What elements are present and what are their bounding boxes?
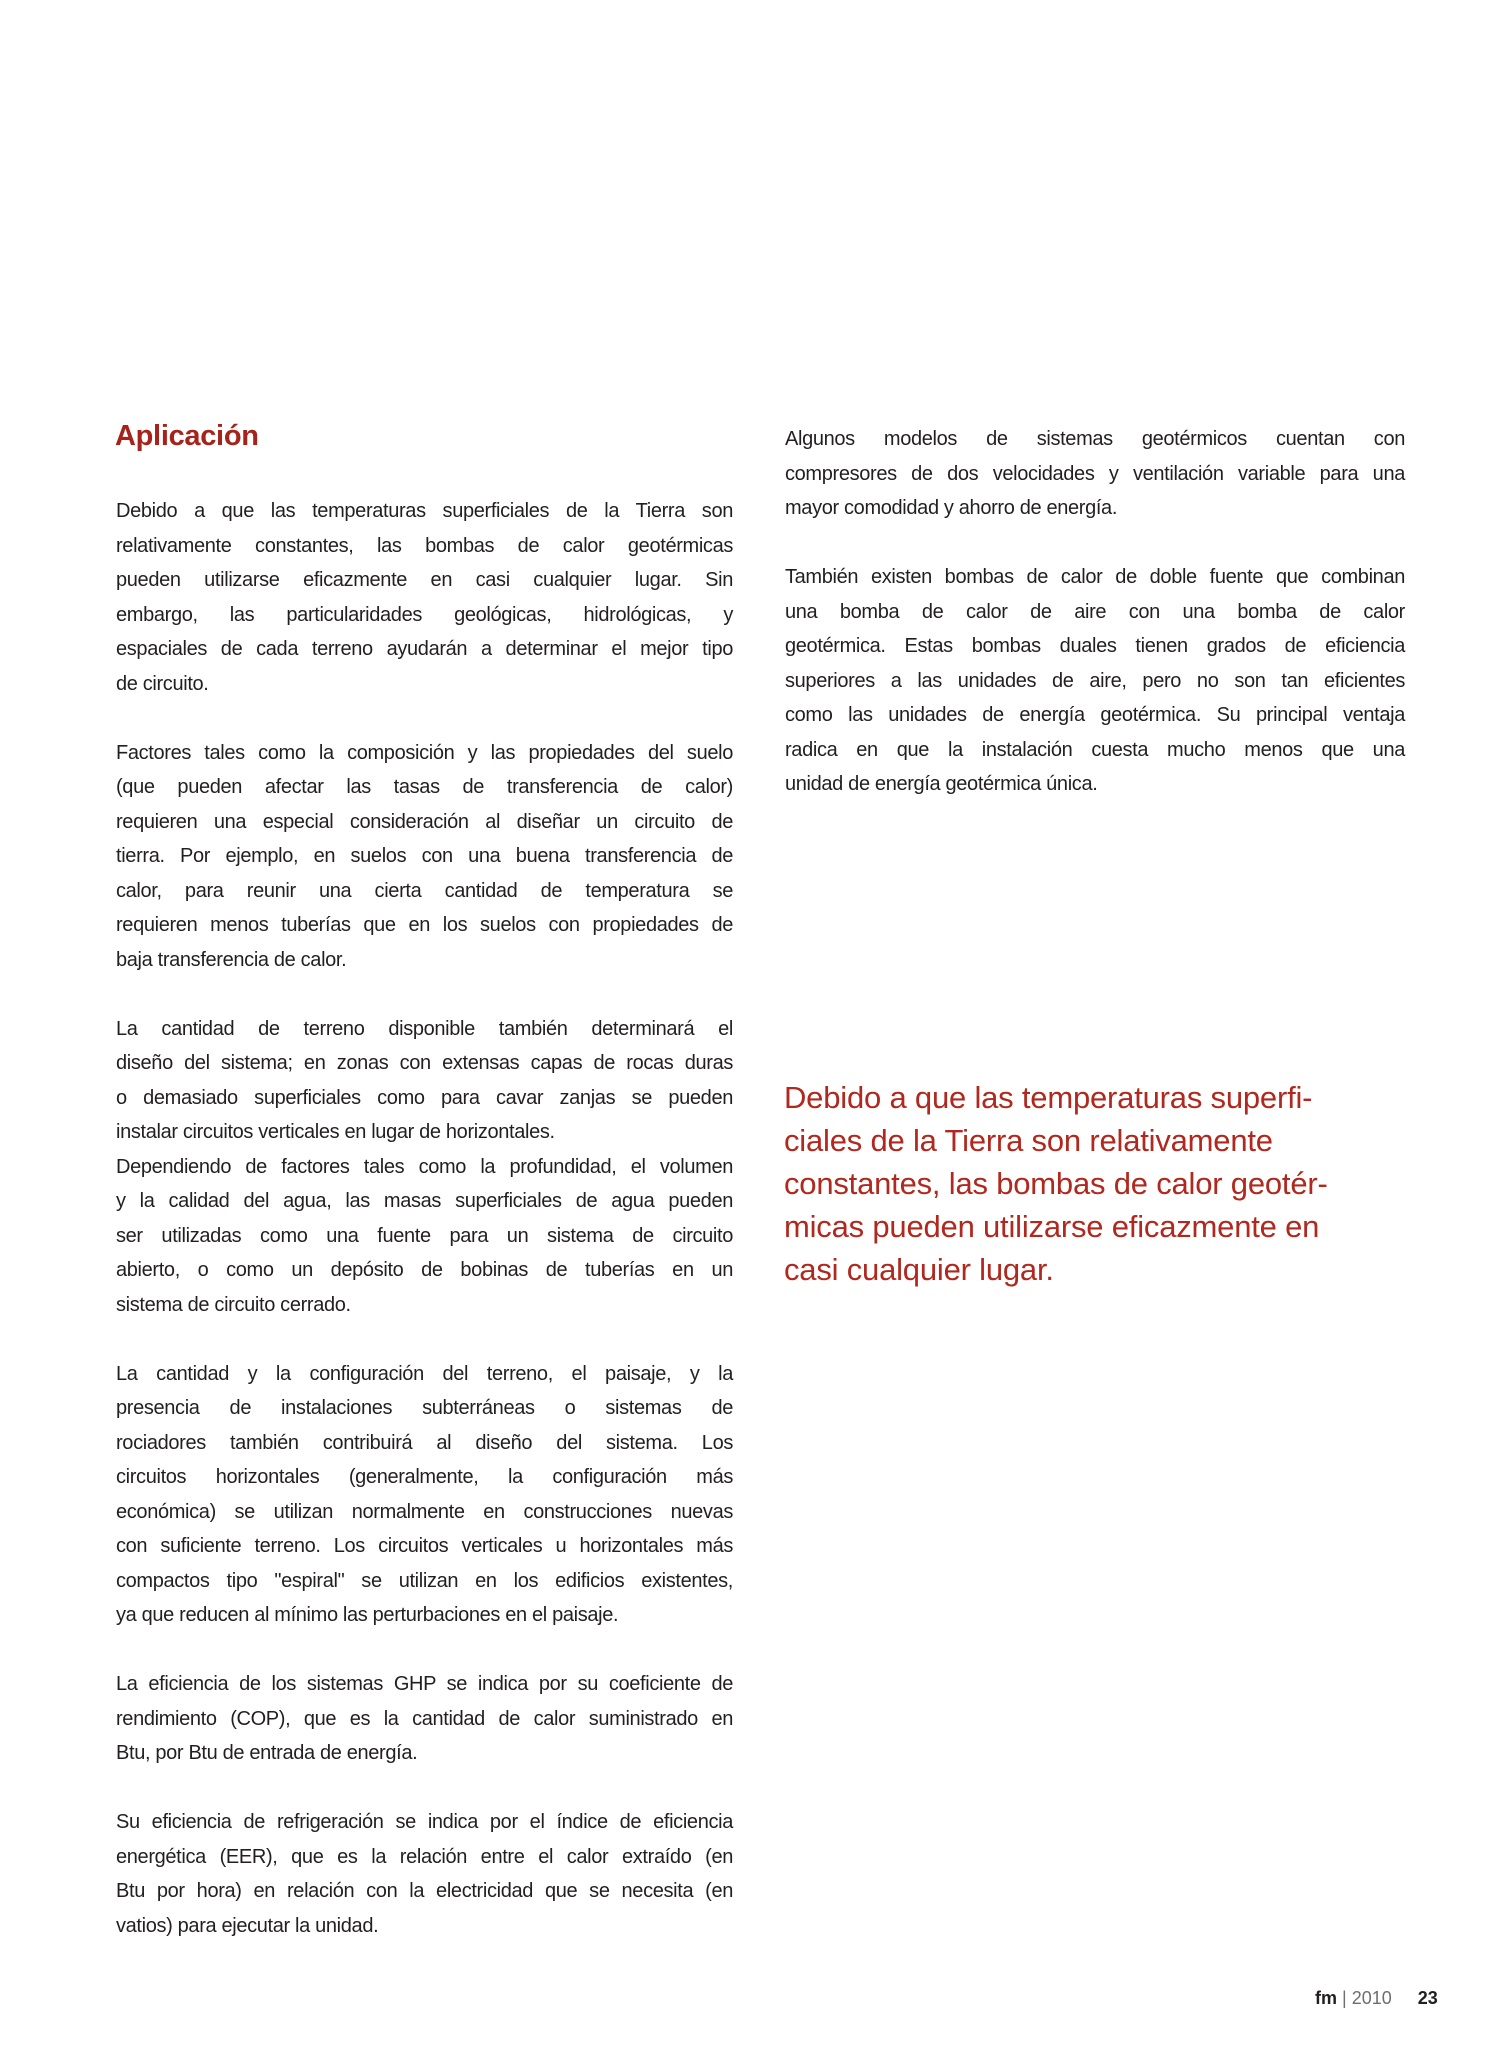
pull-quote-line: ciales de la Tierra son relativamente xyxy=(784,1123,1273,1158)
text-line: mayor comodidad y ahorro de energía. xyxy=(785,497,1118,519)
text-line: pueden utilizarse eficazmente en casi cualquier lugar. Sin xyxy=(116,569,733,591)
text-line: geotérmica. Estas bombas duales tienen grados de eficiencia xyxy=(785,635,1405,657)
text-line: Btu por hora) en relación con la electricidad que se necesita (en xyxy=(116,1880,733,1902)
text-line: rendimiento (COP), que es la cantidad de calor suministrado en xyxy=(116,1707,733,1730)
text-line: embargo, las particularidades geológicas, hidrológicas, y xyxy=(116,603,733,626)
pull-quote-line: micas pueden utilizarse eficazmente en xyxy=(784,1209,1320,1244)
text-line: espaciales de cada terreno ayudarán a determinar el mejor tipo xyxy=(116,638,733,660)
text-line: económica) se utilizan normalmente en construcciones nuevas xyxy=(116,1500,733,1523)
text-line: y la calidad del agua, las masas superficiales de agua pueden xyxy=(116,1190,733,1212)
text-line: sistema de circuito cerrado. xyxy=(116,1293,351,1316)
paragraph-water-bodies xyxy=(116,1150,733,1323)
text-line: Factores tales como la composición y las propiedades del suelo xyxy=(116,741,733,764)
publication-brand: fm xyxy=(1315,1988,1337,2008)
paragraph-eer xyxy=(116,1805,733,1943)
text-line: vatios) para ejecutar la unidad. xyxy=(116,1914,379,1937)
text-line: La cantidad de terreno disponible también determinará el xyxy=(116,1017,733,1040)
paragraph-dual-source xyxy=(785,560,1405,802)
text-line: instalar circuitos verticales en lugar de horizontales. xyxy=(116,1121,555,1143)
paragraph-cop xyxy=(116,1667,733,1771)
text-line: unidad de energía geotérmica única. xyxy=(785,773,1098,795)
text-line: Dependiendo de factores tales como la profundidad, el volumen xyxy=(116,1155,733,1178)
text-line: como las unidades de energía geotérmica. Su principal ventaja xyxy=(785,704,1405,726)
text-line: circuitos horizontales (generalmente, la configuración más xyxy=(116,1466,733,1488)
text-line: abierto, o como un depósito de bobinas de tuberías en un xyxy=(116,1259,733,1281)
text-line: relativamente constantes, las bombas de calor geotérmicas xyxy=(116,534,733,557)
text-line: compactos tipo "espiral" se utilizan en los edificios existentes, xyxy=(116,1569,733,1592)
paragraph-compressors xyxy=(785,422,1405,526)
left-column xyxy=(116,494,733,1978)
text-line: de circuito. xyxy=(116,672,209,695)
text-line: rociadores también contribuirá al diseño del sistema. Los xyxy=(116,1431,733,1454)
text-line: presencia de instalaciones subterráneas o sistemas de xyxy=(116,1397,733,1419)
text-line: Algunos modelos de sistemas geotérmicos cuentan con xyxy=(785,428,1405,450)
text-line: La eficiencia de los sistemas GHP se indica por su coeficiente de xyxy=(116,1673,733,1695)
text-line: una bomba de calor de aire con una bomba de calor xyxy=(785,600,1405,623)
pull-quote xyxy=(784,1076,1424,1291)
text-line: (que pueden afectar las tasas de transferencia de calor) xyxy=(116,776,733,798)
text-line: compresores de dos velocidades y ventilación variable para una xyxy=(785,462,1405,485)
text-line: diseño del sistema; en zonas con extensas capas de rocas duras xyxy=(116,1052,733,1074)
pull-quote-line: Debido a que las temperaturas superfi- xyxy=(784,1080,1313,1115)
footer-separator: | xyxy=(1342,1988,1347,2008)
section-heading: Aplicación xyxy=(115,420,259,452)
text-line: La cantidad y la configuración del terreno, el paisaje, y la xyxy=(116,1362,733,1385)
pull-quote-line: constantes, las bombas de calor geotér- xyxy=(784,1166,1328,1201)
text-line: ser utilizadas como una fuente para un sistema de circuito xyxy=(116,1224,733,1247)
text-line: radica en que la instalación cuesta mucho menos que una xyxy=(785,738,1405,761)
text-line: ya que reducen al mínimo las perturbaciones en el paisaje. xyxy=(116,1604,619,1626)
paragraph-land-configuration xyxy=(116,1357,733,1633)
paragraph-soil-factors xyxy=(116,736,733,978)
text-line: o demasiado superficiales como para cavar zanjas se pueden xyxy=(116,1086,733,1109)
page-number: 23 xyxy=(1417,1988,1438,2008)
text-line: superiores a las unidades de aire, pero no son tan eficientes xyxy=(785,669,1405,692)
text-line: tierra. Por ejemplo, en suelos con una buena transferencia de xyxy=(116,845,733,867)
text-line: requieren menos tuberías que en los suelos con propiedades de xyxy=(116,914,733,936)
paragraph-land-available xyxy=(116,1012,733,1150)
text-line: energética (EER), que es la relación entre el calor extraído (en xyxy=(116,1845,733,1868)
text-line: Su eficiencia de refrigeración se indica por el índice de eficiencia xyxy=(116,1811,733,1833)
text-line: También existen bombas de calor de doble fuente que combinan xyxy=(785,566,1405,588)
right-column xyxy=(785,422,1405,836)
pull-quote-line: casi cualquier lugar. xyxy=(784,1252,1054,1287)
paragraph-soil-temperature xyxy=(116,494,733,701)
text-line: con suficiente terreno. Los circuitos verticales u horizontales más xyxy=(116,1535,733,1557)
publication-year: 2010 xyxy=(1351,1988,1392,2008)
text-line: Btu, por Btu de entrada de energía. xyxy=(116,1742,418,1764)
text-line: Debido a que las temperaturas superficiales de la Tierra son xyxy=(116,500,733,522)
text-line: baja transferencia de calor. xyxy=(116,948,347,971)
text-line: calor, para reunir una cierta cantidad de temperatura se xyxy=(116,879,733,902)
page-footer xyxy=(1315,1988,1438,2009)
text-line: requieren una especial consideración al diseñar un circuito de xyxy=(116,810,733,833)
